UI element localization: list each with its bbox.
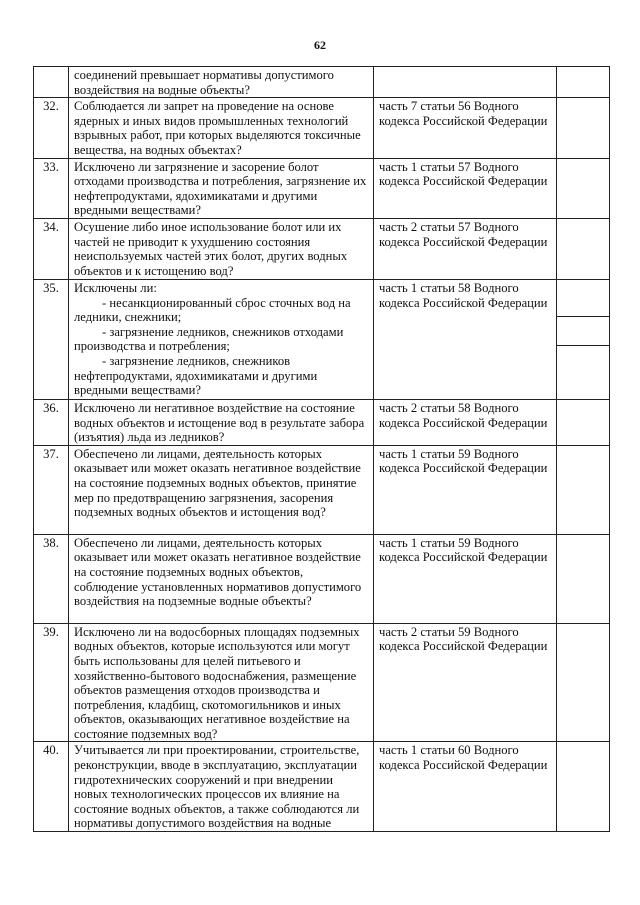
row-number: 37.	[34, 445, 69, 534]
question-text: Исключено ли негативное воздействие на состояние водных объектов и истощение вод в результате забора (изъятия) льда из ледников?	[69, 399, 374, 445]
answer-cell	[557, 158, 610, 218]
table-row	[34, 218, 610, 279]
row-number: 33.	[34, 158, 69, 218]
question-text: Исключено ли на водосборных площадях подземных водных объектов, которые используются или могут быть использованы для целей питьевого и хозяйственно-бытового водоснабжения, размещение объектов размещения отходов производства и потребления, кладбищ, скотомогильников и иных объектов, оказывающих негативное воздействие на состояние подземных вод?	[69, 623, 374, 742]
table-row	[34, 98, 610, 158]
row-number: 32.	[34, 98, 69, 158]
table-row	[34, 742, 610, 832]
legal-reference: часть 2 статьи 57 Водного кодекса Российской Федерации	[374, 218, 557, 279]
answer-cell	[557, 279, 610, 399]
list-item: - несанкционированный сброс сточных вод на ледники, снежники;	[74, 295, 351, 325]
legal-reference: часть 1 статьи 59 Водного кодекса Российской Федерации	[374, 534, 557, 623]
question-text	[69, 279, 374, 399]
answer-cell	[557, 98, 610, 158]
row-number: 39.	[34, 623, 69, 742]
legal-reference: часть 1 статьи 58 Водного кодекса Российской Федерации	[374, 279, 557, 399]
question-text: Соблюдается ли запрет на проведение на основе ядерных и иных видов промышленных технологий взрывных работ, при которых выделяются токсичные вещества, на водных объектах?	[69, 98, 374, 158]
row-number: 34.	[34, 218, 69, 279]
list-item: - загрязнение ледников, снежников отходами производства и потребления;	[74, 324, 344, 354]
answer-cell	[557, 399, 610, 445]
answer-cell	[557, 67, 610, 98]
cell-divider	[557, 345, 609, 346]
row-number: 35.	[34, 279, 69, 399]
question-text: Обеспечено ли лицами, деятельность которых оказывает или может оказать негативное воздействие на состояние подземных водных объектов, соблюдение установленных нормативов допустимого воздействия на подземные водные объекты?	[69, 534, 374, 623]
legal-reference: часть 2 статьи 59 Водного кодекса Российской Федерации	[374, 623, 557, 742]
list-item: - загрязнение ледников, снежников нефтепродуктами, ядохимикатами и другими вредными веществами?	[74, 353, 318, 398]
legal-reference: часть 1 статьи 57 Водного кодекса Российской Федерации	[374, 158, 557, 218]
checklist-table	[33, 66, 610, 832]
table-row	[34, 623, 610, 742]
question-text: Учитывается ли при проектировании, строительстве, реконструкции, вводе в эксплуатацию, эксплуатации гидротехнических сооружений и при внедрении новых технологических процессов их влияние на состояние водных объектов, а также соблюдаются ли нормативы допустимого воздействия на водные	[69, 742, 374, 832]
answer-cell	[557, 218, 610, 279]
answer-cell	[557, 445, 610, 534]
legal-reference: часть 7 статьи 56 Водного кодекса Российской Федерации	[374, 98, 557, 158]
legal-reference: часть 1 статьи 59 Водного кодекса Российской Федерации	[374, 445, 557, 534]
row-number: 38.	[34, 534, 69, 623]
legal-reference: часть 1 статьи 60 Водного кодекса Российской Федерации	[374, 742, 557, 832]
legal-reference	[374, 67, 557, 98]
answer-cell	[557, 623, 610, 742]
table-row	[34, 399, 610, 445]
question-text: соединений превышает нормативы допустимого воздействия на водные объекты?	[69, 67, 374, 98]
table-row	[34, 67, 610, 98]
table-row	[34, 158, 610, 218]
page-number: 62	[314, 38, 326, 52]
table-row	[34, 534, 610, 623]
row-number: 40.	[34, 742, 69, 832]
question-text: Обеспечено ли лицами, деятельность которых оказывает или может оказать негативное воздействие на состояние подземных водных объектов, принятие мер по предотвращению загрязнения, засорения подземных водных объектов и истощения вод?	[69, 445, 374, 534]
answer-cell	[557, 534, 610, 623]
row-number: 36.	[34, 399, 69, 445]
table-row	[34, 279, 610, 399]
question-text: Осушение либо иное использование болот или их частей не приводит к ухудшению состояния неиспользуемых частей этих болот, других водных объектов и к истощению вод?	[69, 218, 374, 279]
cell-divider	[557, 316, 609, 317]
answer-cell	[557, 742, 610, 832]
legal-reference: часть 2 статьи 58 Водного кодекса Российской Федерации	[374, 399, 557, 445]
row-number	[34, 67, 69, 98]
question-intro: Исключены ли:	[74, 280, 157, 295]
table-row	[34, 445, 610, 534]
question-text: Исключено ли загрязнение и засорение болот отходами производства и потребления, загрязнение их нефтепродуктами, ядохимикатами и другими вредными веществами?	[69, 158, 374, 218]
